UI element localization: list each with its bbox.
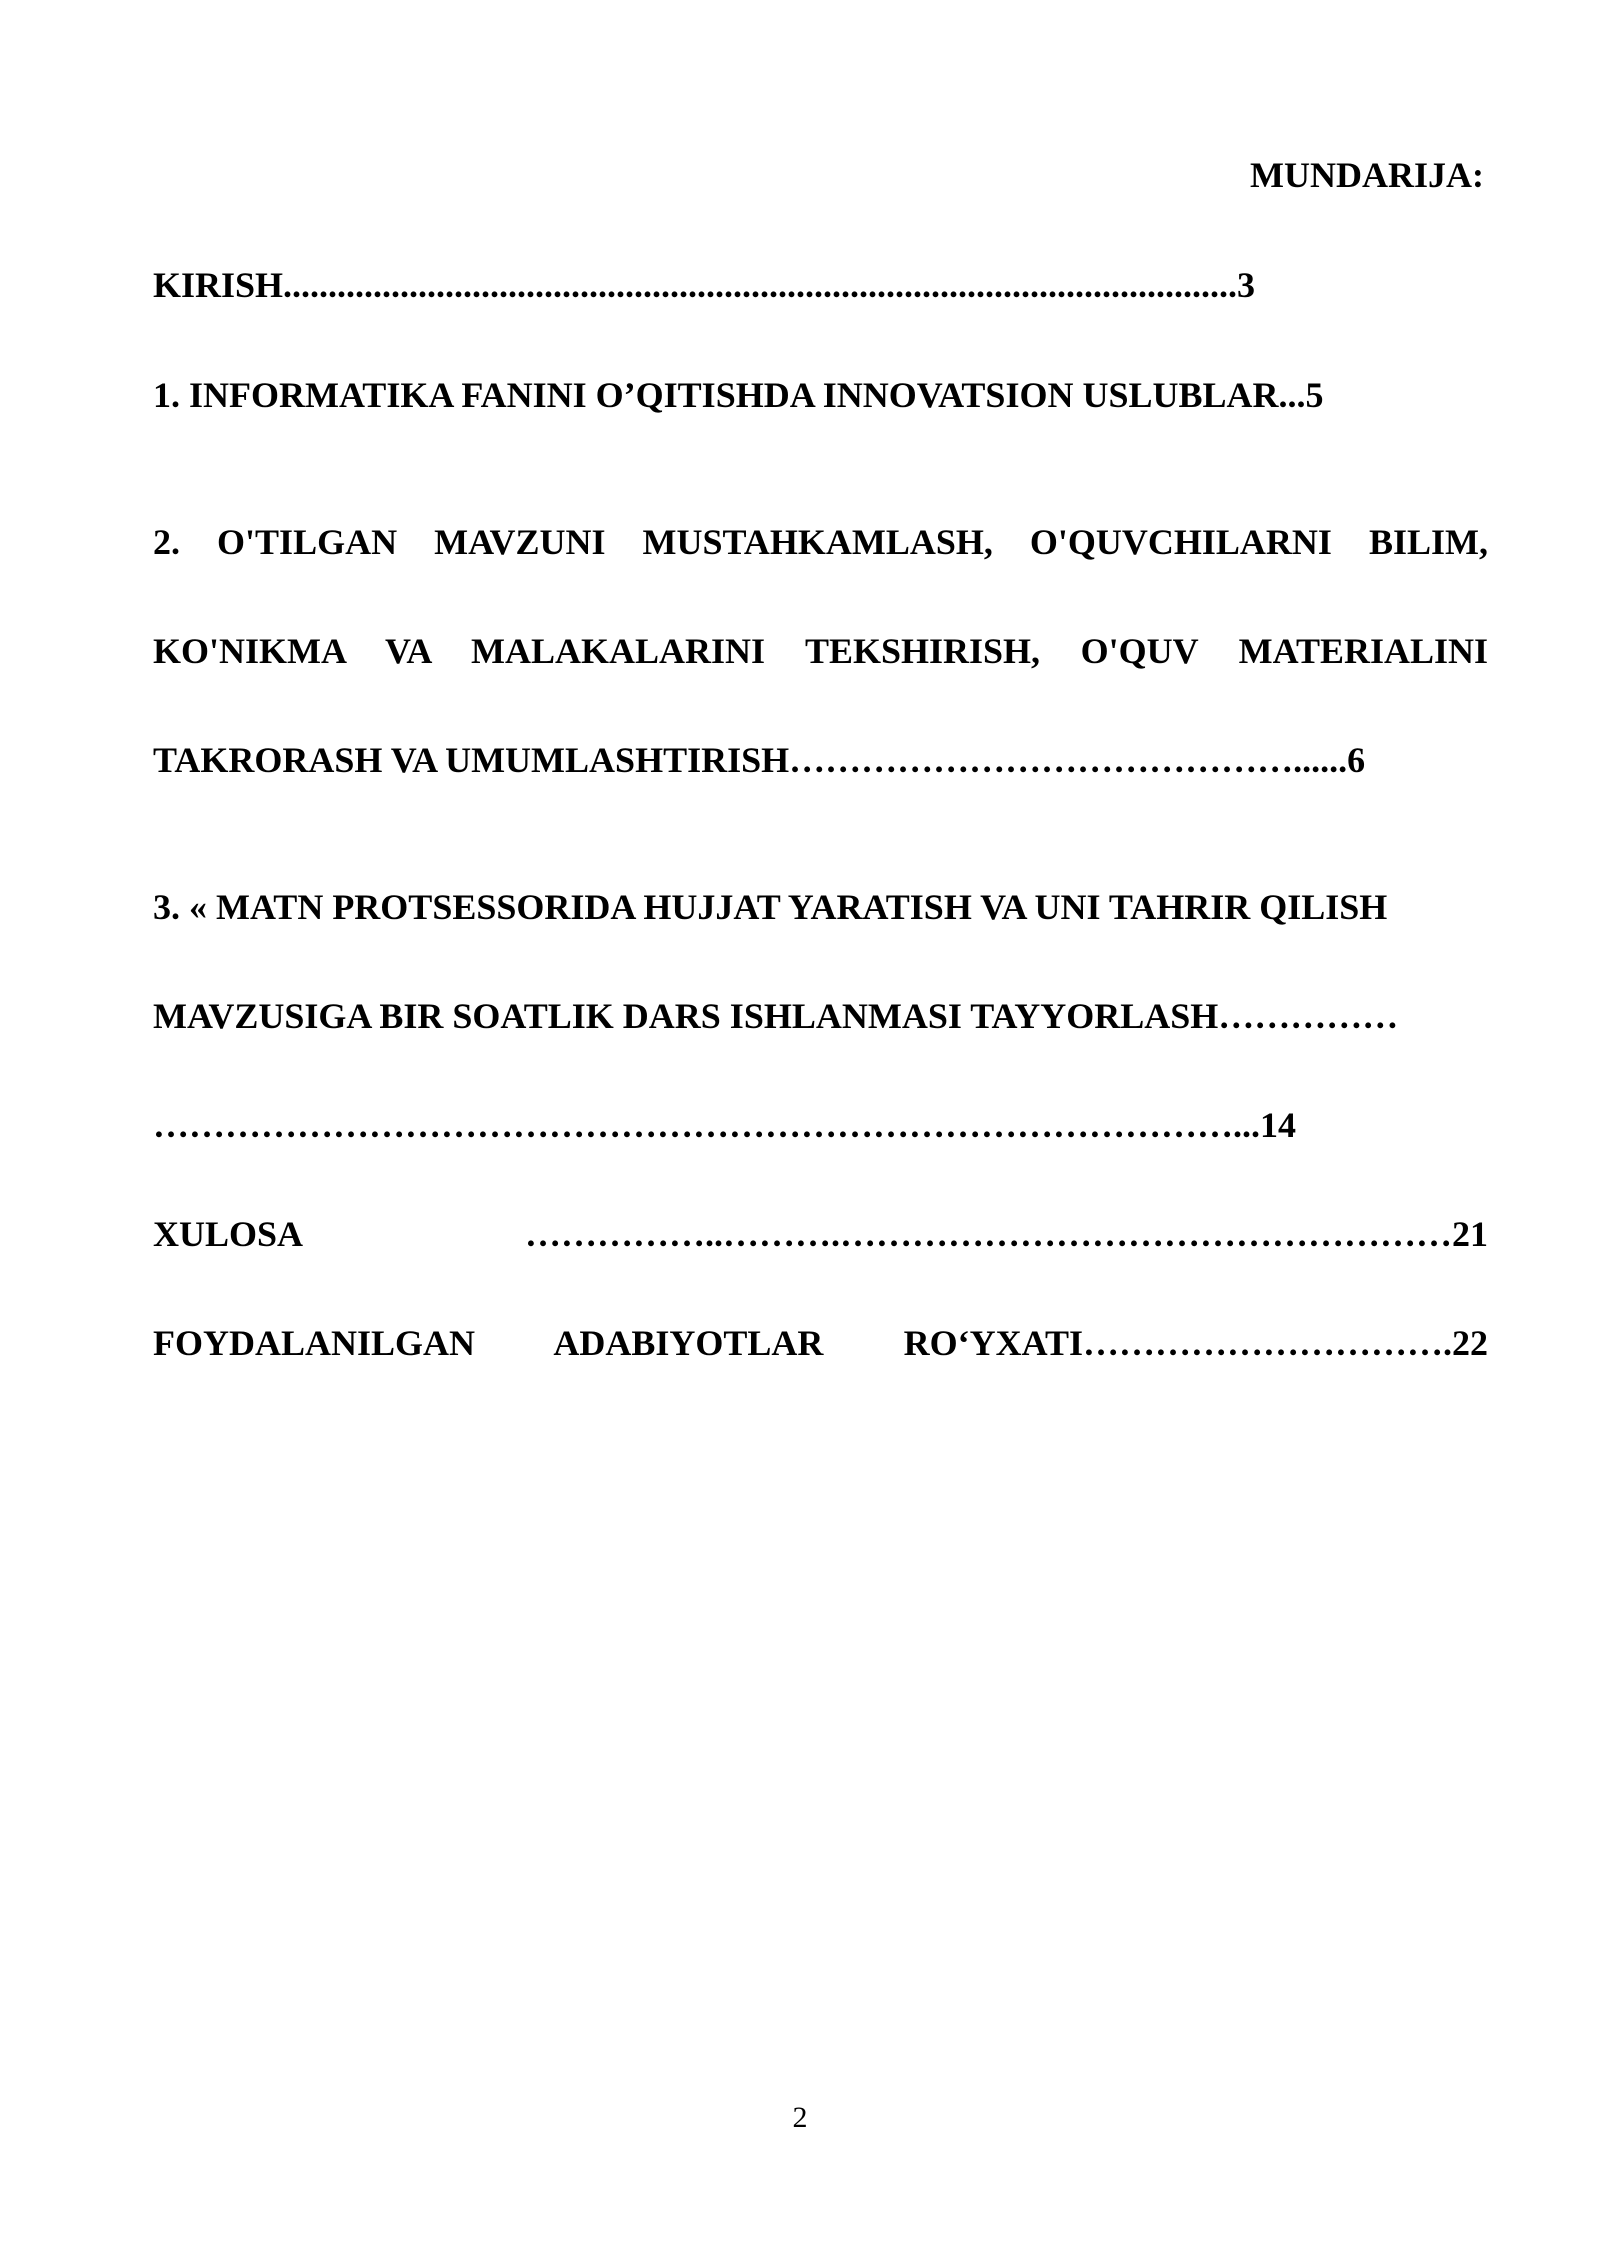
toc-entry-3-line-3: ………………………………………………………………………………...14 bbox=[153, 1105, 1296, 1145]
toc-entry-3-line-2: MAVZUSIGA BIR SOATLIK DARS ISHLANMASI TAYYORLASH…………… bbox=[153, 996, 1399, 1036]
toc-entry-2-line-2: KO'NIKMA VA MALAKALARINI TEKSHIRISH, O'QUV MATERIALINI bbox=[153, 631, 1488, 671]
toc-entry-2-line-1: 2. O'TILGAN MAVZUNI MUSTAHKAMLASH, O'QUVCHILARNI BILIM, bbox=[153, 522, 1488, 562]
toc-heading: MUNDARIJA: bbox=[1250, 155, 1484, 195]
page-number: 2 bbox=[792, 2101, 808, 2134]
toc-entry-3-line-1: 3. « MATN PROTSESSORIDA HUJJAT YARATISH VA UNI TAHRIR QILISH bbox=[153, 887, 1388, 927]
xulosa-leader: ……………..……….……………………………………………21 bbox=[525, 1214, 1488, 1254]
toc-entry-1: 1. INFORMATIKA FANINI O’QITISHDA INNOVATSION USLUBLAR...5 bbox=[153, 375, 1324, 415]
toc-entry-kirish: KIRISH..........................................................................................................3 bbox=[153, 265, 1256, 305]
xulosa-label: XULOSA bbox=[153, 1214, 304, 1254]
toc-entry-references: FOYDALANILGAN ADABIYOTLAR RO‘YXATI………………………….22 bbox=[153, 1323, 1488, 1363]
toc-entry-2-line-3: TAKRORASH VA UMUMLASHTIRISH……………………………………......6 bbox=[153, 740, 1366, 780]
toc-entry-xulosa bbox=[153, 1209, 1488, 1259]
